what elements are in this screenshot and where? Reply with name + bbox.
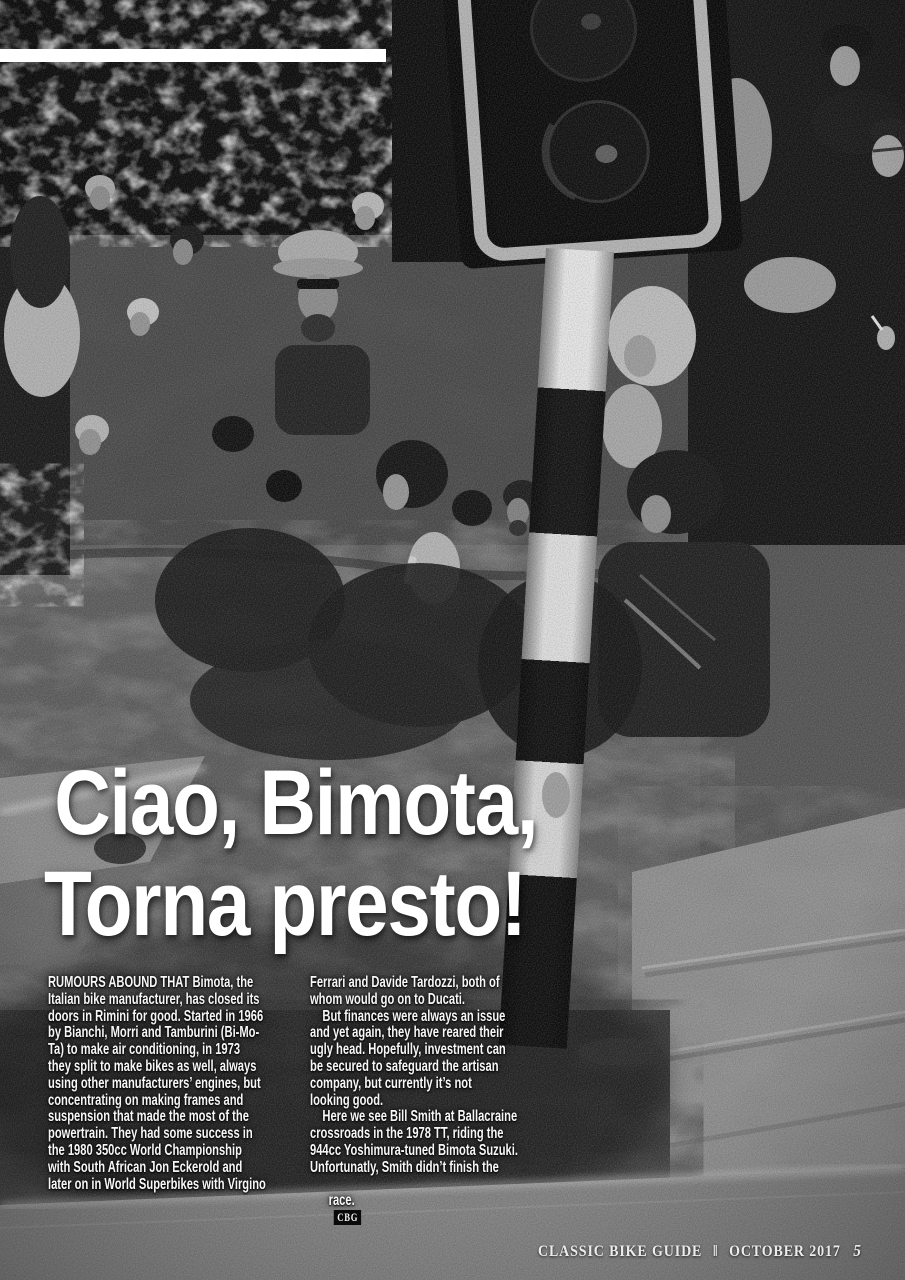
article-column-2 — [310, 975, 551, 1244]
article-line: suspension that made the most of the — [48, 1108, 249, 1126]
article-line: concentrating on making frames and — [48, 1091, 244, 1109]
article-line: Ta) to make air conditioning, in 1973 — [48, 1041, 241, 1059]
article-line: be secured to safeguard the artisan — [310, 1057, 499, 1075]
article-line: they split to make bikes as well, always — [48, 1057, 257, 1075]
article-line: But finances were always an issue — [310, 1007, 506, 1025]
page-footer — [538, 1241, 862, 1261]
headline-line-1: Ciao, Bimota, — [54, 752, 538, 854]
article-line: doors in Rimini for good. Started in 1966 — [48, 1007, 264, 1025]
article-line: Unfortunatly, Smith didn’t finish the — [310, 1158, 499, 1176]
article-line: Ferrari and Davide Tardozzi, both of — [310, 974, 500, 991]
article-line: later on in World Superbikes with Virgino — [48, 1175, 266, 1193]
article-line: RUMOURS ABOUND THAT Bimota, the — [48, 974, 254, 991]
article-column-2-lines — [310, 975, 551, 1177]
article-line: Here we see Bill Smith at Ballacraine — [310, 1108, 518, 1126]
end-of-article-mark: CBG — [334, 1210, 361, 1225]
article-line: and yet again, they have reared their — [310, 1024, 504, 1042]
issue-date: OCTOBER 2017 — [729, 1243, 841, 1260]
article-line: the 1980 350cc World Championship — [48, 1141, 242, 1159]
article-line: with South African Jon Eckerold and — [48, 1158, 243, 1176]
publication-name: CLASSIC BIKE GUIDE — [538, 1243, 703, 1260]
article-last-line-text: race. — [328, 1192, 355, 1210]
article-line: powertrain. They had some success in — [48, 1125, 253, 1143]
article-line: Italian bike manufacturer, has closed its — [48, 990, 260, 1008]
article-line: using other manufacturers’ engines, but — [48, 1074, 261, 1092]
article-line: ugly head. Hopefully, investment can — [310, 1041, 506, 1059]
article-last-line — [310, 1177, 551, 1244]
page-number: 5 — [853, 1241, 862, 1260]
headline — [44, 753, 537, 955]
headline-line-2: Torna presto! — [44, 853, 526, 955]
article-column-1 — [48, 975, 289, 1193]
article-line: crossroads in the 1978 TT, riding the — [310, 1125, 504, 1143]
article-line: looking good. — [310, 1091, 384, 1109]
article-line: company, but currently it’s not — [310, 1074, 472, 1092]
article-line: whom would go on to Ducati. — [310, 990, 465, 1008]
top-rule-bar — [0, 49, 386, 62]
article-line: by Bianchi, Morri and Tamburini (Bi-Mo- — [48, 1024, 260, 1042]
footer-separator: ‖ — [713, 1243, 719, 1260]
article-line: 944cc Yoshimura-tuned Bimota Suzuki. — [310, 1141, 518, 1159]
